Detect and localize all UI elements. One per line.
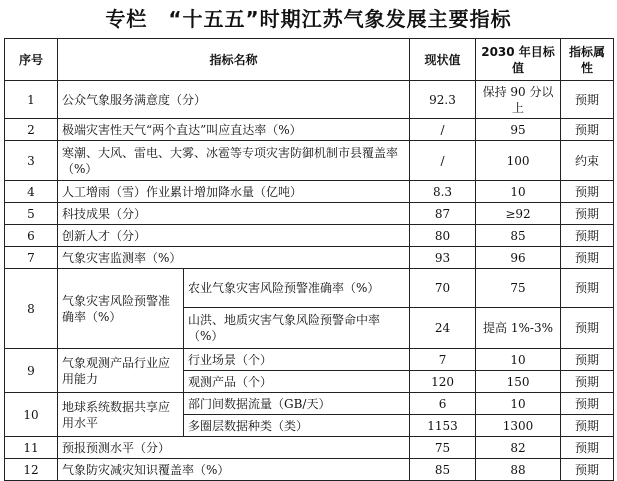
row-seq: 10 [5, 393, 58, 437]
row-subname: 部门间数据流量（GB/天） [184, 393, 410, 415]
row-target: 75 [476, 269, 561, 308]
table-row [5, 181, 614, 203]
header-target: 2030 年目标值 [476, 39, 561, 81]
row-seq: 6 [5, 225, 58, 247]
row-current: / [410, 141, 476, 181]
row-target: 85 [476, 225, 561, 247]
row-current: 120 [410, 371, 476, 393]
table-row [5, 225, 614, 247]
row-name: 公众气象服务满意度（分） [58, 81, 410, 119]
row-seq: 8 [5, 269, 58, 349]
row-name: 极端灾害性天气“两个直达”叫应直达率（%） [58, 119, 410, 141]
row-target: ≥92 [476, 203, 561, 225]
row-seq: 11 [5, 437, 58, 459]
table-row [5, 119, 614, 141]
row-current: 87 [410, 203, 476, 225]
row-seq: 9 [5, 349, 58, 393]
header-name: 指标名称 [58, 39, 410, 81]
row-current: 92.3 [410, 81, 476, 119]
row-name: 科技成果（分） [58, 203, 410, 225]
table-row [5, 81, 614, 119]
row-target: 95 [476, 119, 561, 141]
row-target: 88 [476, 459, 561, 481]
row-target: 150 [476, 371, 561, 393]
row-seq: 3 [5, 141, 58, 181]
row-target: 96 [476, 247, 561, 269]
row-name: 气象防灾减灾知识覆盖率（%） [58, 459, 410, 481]
row-seq: 1 [5, 81, 58, 119]
row-attr: 预期 [561, 308, 614, 349]
page-title: 专栏 “十五五”时期江苏气象发展主要指标 [105, 7, 512, 31]
row-seq: 2 [5, 119, 58, 141]
row-attr: 预期 [561, 393, 614, 415]
row-target: 10 [476, 349, 561, 371]
row-name: 气象灾害监测率（%） [58, 247, 410, 269]
row-current: 8.3 [410, 181, 476, 203]
row-target: 1300 [476, 415, 561, 437]
row-subname: 多圈层数据种类（类） [184, 415, 410, 437]
row-current: 75 [410, 437, 476, 459]
row-attr: 预期 [561, 247, 614, 269]
row-subname: 农业气象灾害风险预警准确率（%） [184, 269, 410, 308]
row-attr: 预期 [561, 349, 614, 371]
row-current: / [410, 119, 476, 141]
table-row [5, 141, 614, 181]
indicator-table [4, 38, 614, 481]
row-seq: 12 [5, 459, 58, 481]
table-row [5, 269, 614, 308]
row-attr: 预期 [561, 415, 614, 437]
row-current: 70 [410, 269, 476, 308]
table-header-row [5, 39, 614, 81]
table-row [5, 203, 614, 225]
row-attr: 预期 [561, 269, 614, 308]
row-attr: 预期 [561, 459, 614, 481]
header-current: 现状值 [410, 39, 476, 81]
row-current: 1153 [410, 415, 476, 437]
row-seq: 5 [5, 203, 58, 225]
row-subname: 观测产品（个） [184, 371, 410, 393]
row-current: 7 [410, 349, 476, 371]
row-target: 提高 1%-3% [476, 308, 561, 349]
row-attr: 预期 [561, 437, 614, 459]
row-attr: 预期 [561, 81, 614, 119]
table-row [5, 437, 614, 459]
row-current: 85 [410, 459, 476, 481]
row-name: 预报预测水平（分） [58, 437, 410, 459]
row-current: 80 [410, 225, 476, 247]
row-group-name: 气象观测产品行业应用能力 [58, 349, 184, 393]
row-name: 寒潮、大风、雷电、大雾、冰雹等专项灾害防御机制市县覆盖率（%） [58, 141, 410, 181]
row-group-name: 气象灾害风险预警准确率（%） [58, 269, 184, 349]
row-group-name: 地球系统数据共享应用水平 [58, 393, 184, 437]
row-target: 10 [476, 393, 561, 415]
row-attr: 预期 [561, 225, 614, 247]
header-attr: 指标属性 [561, 39, 614, 81]
table-row [5, 459, 614, 481]
row-target: 100 [476, 141, 561, 181]
row-target: 82 [476, 437, 561, 459]
row-target: 10 [476, 181, 561, 203]
header-seq: 序号 [5, 39, 58, 81]
row-subname: 行业场景（个） [184, 349, 410, 371]
table-row [5, 247, 614, 269]
row-current: 93 [410, 247, 476, 269]
row-attr: 预期 [561, 181, 614, 203]
table-row [5, 393, 614, 415]
row-attr: 预期 [561, 203, 614, 225]
row-name: 创新人才（分） [58, 225, 410, 247]
row-current: 6 [410, 393, 476, 415]
row-attr: 预期 [561, 119, 614, 141]
row-attr: 约束 [561, 141, 614, 181]
row-target: 保持 90 分以上 [476, 81, 561, 119]
row-seq: 7 [5, 247, 58, 269]
row-current: 24 [410, 308, 476, 349]
row-name: 人工增雨（雪）作业累计增加降水量（亿吨） [58, 181, 410, 203]
row-attr: 预期 [561, 371, 614, 393]
table-row [5, 349, 614, 371]
row-subname: 山洪、地质灾害气象风险预警命中率（%） [184, 308, 410, 349]
row-seq: 4 [5, 181, 58, 203]
